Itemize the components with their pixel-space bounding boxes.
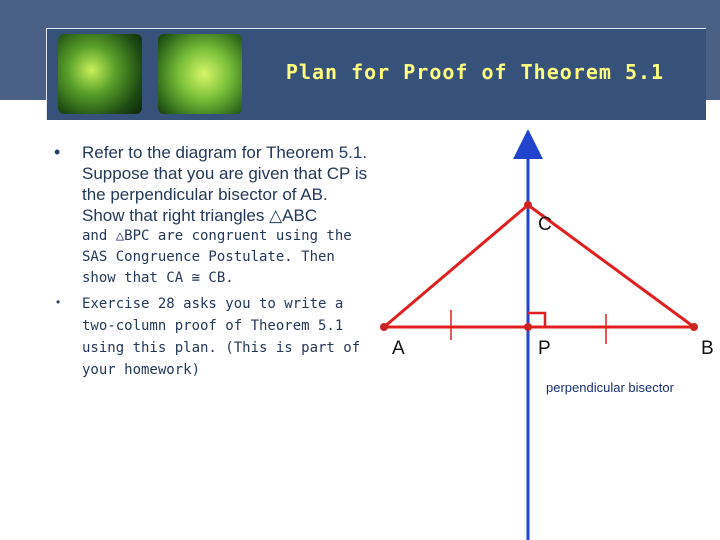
bullet-list: [54, 142, 374, 385]
point-c: [524, 201, 532, 209]
leaf-image-right: [158, 34, 242, 114]
bullet-item-1: [54, 142, 374, 289]
segment-bc: [528, 205, 694, 327]
segment-ac: [384, 205, 528, 327]
bullet-1-continued-text: and △BPC are congruent using the SAS Congruence Postulate. Then show that CA ≅ CB.: [82, 228, 352, 286]
point-b: [690, 323, 698, 331]
bullet-dot-icon: •: [56, 295, 61, 309]
label-a: A: [392, 338, 405, 359]
bullet-1-text: Refer to the diagram for Theorem 5.1. Suppose that you are given that CP is the perpendicular bisector of AB. Show that right triangles △ABC: [82, 143, 368, 225]
point-p: [524, 323, 532, 331]
perpendicular-bisector-diagram: [370, 130, 720, 540]
leaf-image-left: [58, 34, 142, 114]
label-b: B: [701, 338, 714, 359]
bullet-item-2: [54, 293, 374, 381]
label-c: C: [538, 214, 552, 235]
label-p: P: [538, 338, 551, 359]
bullet-2-text: Exercise 28 asks you to write a two-column proof of Theorem 5.1 using this plan. (This is part of your homework): [82, 296, 361, 378]
bullet-dot-icon: •: [54, 142, 61, 162]
point-a: [380, 323, 388, 331]
diagram-caption: perpendicular bisector: [546, 380, 674, 395]
slide-title: Plan for Proof of Theorem 5.1: [285, 60, 665, 84]
